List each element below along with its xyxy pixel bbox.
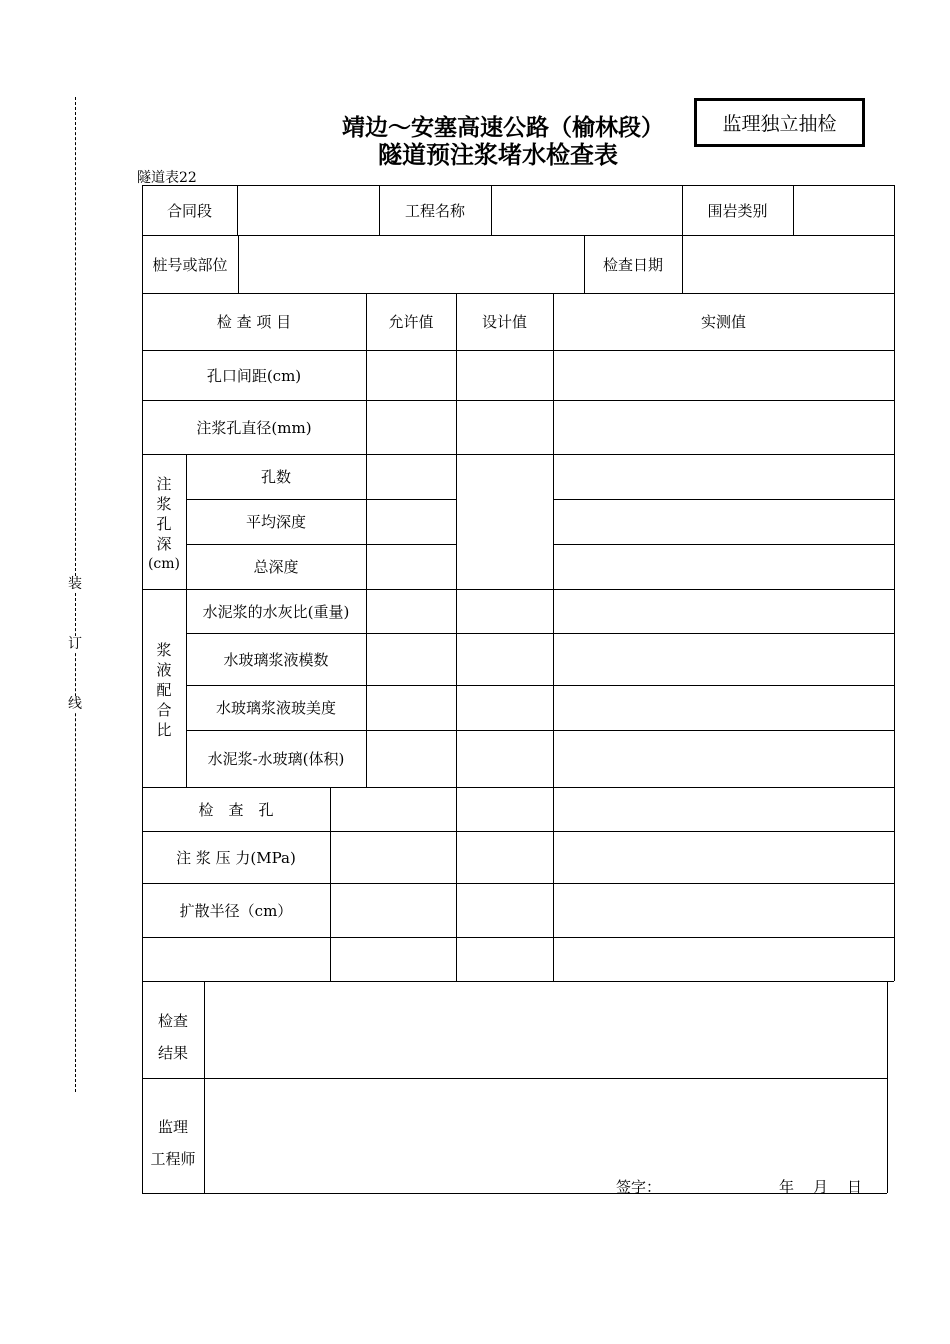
group-char: 深 — [156, 535, 172, 553]
row-hole-count: 孔数 — [260, 468, 291, 486]
engineer-line2: 工程师 — [150, 1150, 196, 1168]
group-label-mix-ratio — [144, 640, 184, 740]
row-water-cement-ratio: 水泥浆的水灰比(重量) — [202, 602, 350, 621]
contract-section-label: 合同段 — [166, 201, 212, 220]
signature-label: 签字： — [616, 1178, 662, 1196]
supervision-stamp — [694, 98, 865, 147]
group-label-hole-depth — [144, 474, 184, 574]
date-month-label: 月 — [813, 1178, 829, 1196]
row-check-hole: 检 查 孔 — [198, 800, 274, 819]
check-result-line2: 结果 — [157, 1044, 188, 1062]
group-char: (cm) — [147, 556, 181, 572]
row-grout-pressure: 注 浆 压 力(MPa) — [176, 848, 296, 867]
check-result-line1: 检查 — [157, 1012, 188, 1030]
stamp-text: 监理独立抽检 — [722, 113, 837, 135]
project-name-label: 工程名称 — [404, 201, 465, 220]
rock-class-label: 围岩类别 — [707, 201, 768, 220]
row-total-depth: 总深度 — [253, 558, 299, 576]
column-header-allowed: 允许值 — [388, 313, 434, 331]
row-spread-radius: 扩散半径（cm） — [179, 901, 293, 920]
binding-line — [75, 97, 76, 1092]
row-glass-modulus: 水玻璃浆液模数 — [223, 650, 329, 669]
binding-char-ding: 订 — [68, 636, 82, 652]
document-title-line1: 靖边～安塞高速公路（榆林段） — [342, 115, 664, 141]
row-glass-baume: 水玻璃浆液玻美度 — [215, 699, 336, 717]
group-char: 比 — [156, 721, 172, 739]
check-date-label: 检查日期 — [602, 255, 663, 274]
binding-char-xian: 线 — [68, 696, 82, 712]
group-char: 孔 — [156, 515, 172, 533]
check-result-label — [142, 1005, 204, 1069]
binding-char-zhuang: 装 — [68, 576, 82, 592]
group-char: 液 — [156, 661, 172, 679]
form-number: 隧道表22 — [137, 170, 197, 186]
engineer-line1: 监理 — [157, 1118, 188, 1136]
row-cement-glass-volume: 水泥浆-水玻璃(体积) — [207, 750, 345, 768]
group-char: 浆 — [156, 641, 172, 659]
group-char: 合 — [156, 701, 172, 719]
group-char: 配 — [156, 681, 172, 699]
row-hole-diameter: 注浆孔直径(mm) — [196, 418, 312, 437]
document-title-line2: 隧道预注浆堵水检查表 — [378, 141, 618, 169]
supervising-engineer-label — [142, 1111, 204, 1175]
column-header-design: 设计值 — [481, 313, 527, 331]
group-char: 注 — [156, 475, 172, 493]
station-label: 桩号或部位 — [152, 255, 228, 274]
column-header-item: 检 查 项 目 — [216, 313, 292, 331]
row-average-depth: 平均深度 — [245, 513, 306, 531]
date-day-label: 日 — [847, 1178, 863, 1196]
group-char: 浆 — [156, 495, 172, 513]
row-hole-spacing: 孔口间距(cm) — [206, 366, 302, 385]
date-year-label: 年 — [779, 1178, 795, 1196]
column-header-measured: 实测值 — [700, 313, 746, 331]
